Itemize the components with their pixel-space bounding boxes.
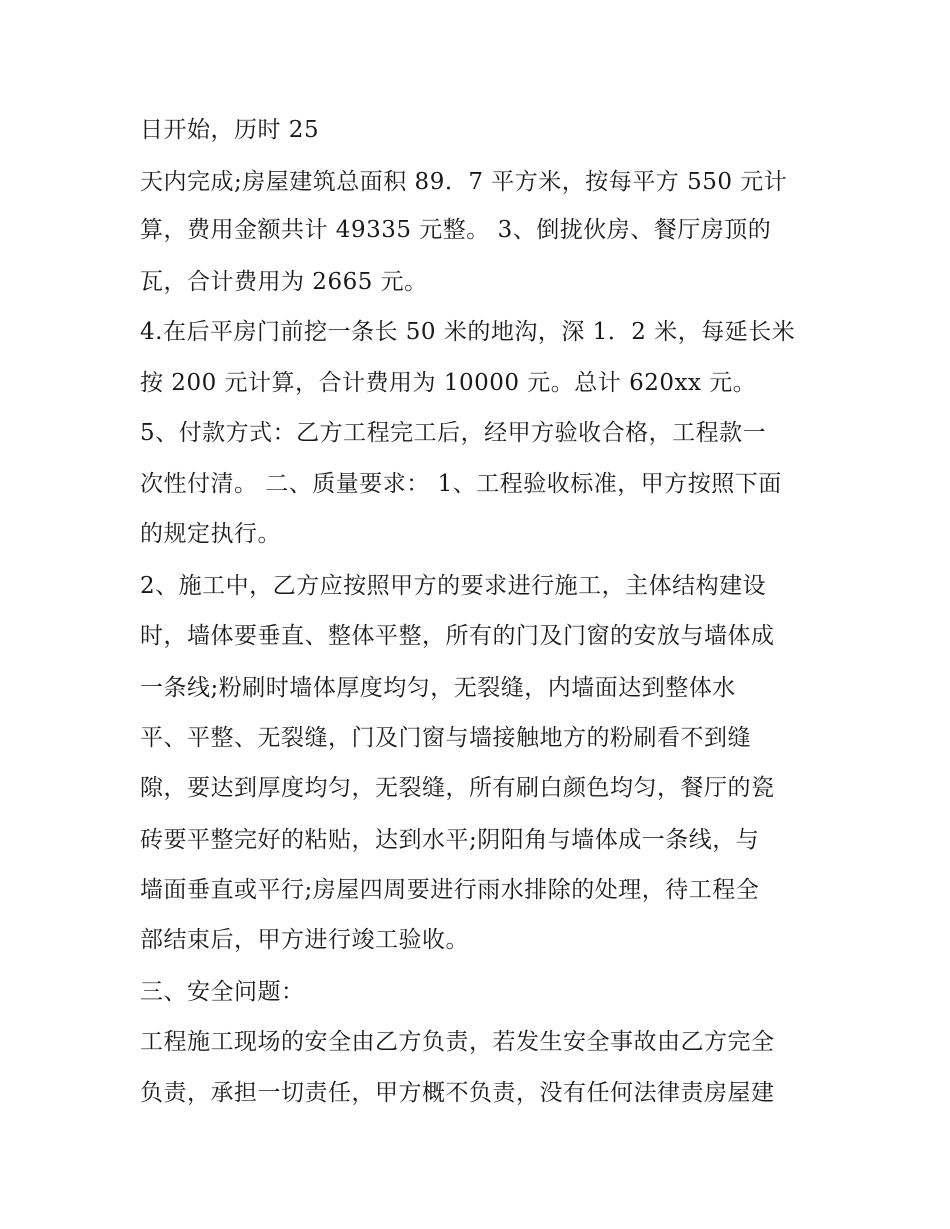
text-line: 的规定执行。: [140, 521, 281, 547]
text-line: 日开始，历时 25: [140, 117, 320, 143]
text-line: 负责，承担一切责任，甲方概不负责，没有任何法律责房屋建: [140, 1080, 775, 1106]
text-line: 砖要平整完好的粘贴，达到水平;阴阳角与墙体成一条线，与: [140, 827, 760, 853]
text-line: 瓦，合计费用为 2665 元。: [140, 269, 428, 295]
text-line: 隙，要达到厚度均匀，无裂缝，所有刷白颜色均匀，餐厅的瓷: [140, 775, 775, 801]
text-line: 平、平整、无裂缝，门及门窗与墙接触地方的粉刷看不到缝: [140, 725, 751, 751]
text-line: 5、付款方式：乙方工程完工后，经甲方验收合格，工程款一: [140, 420, 767, 446]
text-line: 算，费用金额共计 49335 元整。 3、倒拢伙房、餐厅房顶的: [140, 217, 772, 243]
text-line: 部结束后，甲方进行竣工验收。: [140, 927, 469, 953]
text-line: 按 200 元计算，合计费用为 10000 元。总计 620xx 元。: [140, 370, 757, 396]
text-line: 工程施工现场的安全由乙方负责，若发生安全事故由乙方完全: [140, 1029, 775, 1055]
text-line: 4.在后平房门前挖一条长 50 米的地沟，深 1．2 米，每延长米: [140, 319, 796, 345]
text-line: 时，墙体要垂直、整体平整，所有的门及门窗的安放与墙体成: [140, 623, 775, 649]
text-line: 次性付清。 二、质量要求： 1、工程验收标准，甲方按照下面: [140, 471, 782, 497]
section-heading: 三、安全问题：: [140, 979, 305, 1005]
text-line: 墙面垂直或平行;房屋四周要进行雨水排除的处理，待工程全: [140, 877, 760, 903]
text-line: 天内完成;房屋建筑总面积 89．7 平方米，按每平方 550 元计: [140, 169, 788, 195]
text-line: 2、施工中，乙方应按照甲方的要求进行施工，主体结构建设: [140, 573, 767, 599]
text-line: 一条线;粉刷时墙体厚度均匀，无裂缝，内墙面达到整体水: [140, 675, 736, 701]
